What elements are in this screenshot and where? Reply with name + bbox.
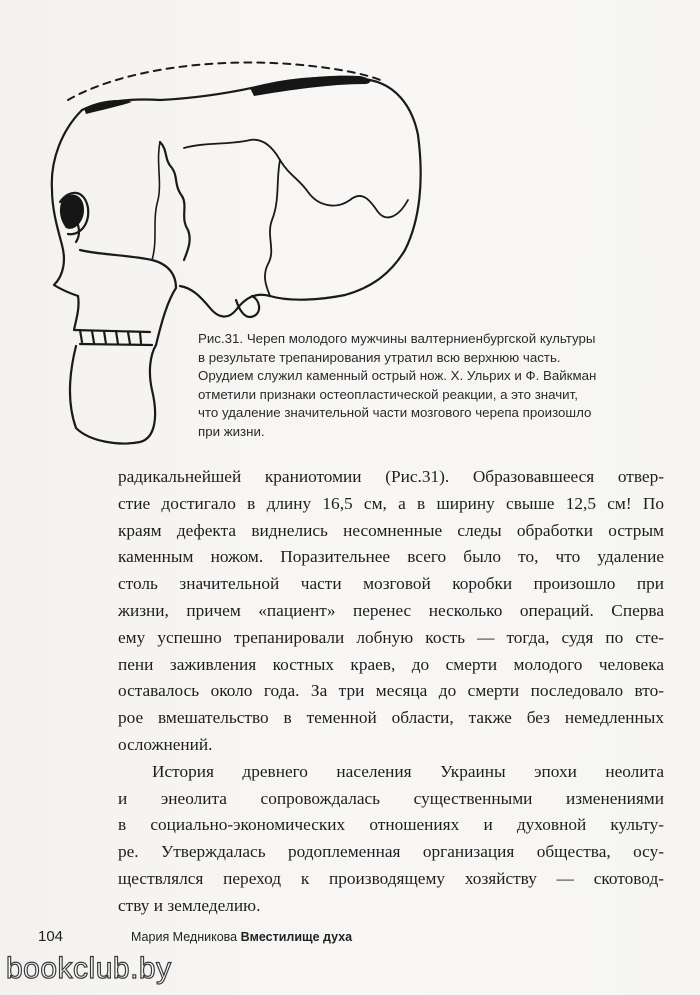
text-line: ществлялся переход к производящему хозяйству — скотовод- (118, 868, 664, 888)
text-line: в социально-экономических отношениях и духовной культу- (118, 815, 664, 835)
caption-line: в результате трепанирования утратил всю верхнюю часть. (198, 349, 561, 365)
page-number: 104 (38, 928, 64, 945)
text-line: оставалось около года. За три месяца до смерти последовало вто- (118, 681, 664, 701)
watermark: bookclub.by (6, 952, 172, 985)
body-text (118, 464, 664, 920)
footer-book-title: Вместилище духа (240, 930, 353, 944)
caption-line: Орудием служил каменный острый нож. Х. Ульрих и Ф. Вайкман (198, 368, 597, 384)
paragraph-1 (118, 464, 664, 759)
caption-line: Рис.31. Череп молодого мужчины валтерниенбургской культуры (198, 331, 596, 346)
text-line: жизни, причем «пациент» перенес несколько операций. Сперва (118, 600, 664, 620)
text-line: рое вмешательство в теменной области, также без немедленных (118, 708, 664, 728)
text-line: краям дефекта виднелись несомненные следы обработки острым (118, 520, 664, 540)
running-footer (131, 930, 352, 944)
text-line: каменным ножом. Поразительнее всего было то, что удаление (118, 547, 664, 567)
caption-line: при жизни. (198, 423, 265, 439)
text-line: стие достигало в длину 16,5 см, а в ширину свыше 12,5 см! По (118, 493, 664, 513)
paragraph-2 (118, 759, 664, 920)
text-line: радикальнейшей краниотомии (Рис.31). Образовавшееся отвер- (118, 467, 664, 486)
caption-line: отметили признаки остеопластической реакции, а это значит, (198, 386, 578, 402)
figure-caption (198, 330, 668, 442)
footer-author: Мария Медникова (131, 930, 238, 944)
text-line: ему успешно трепанировали лобную кость — тогда, судя по сте- (118, 627, 664, 647)
text-line: ре. Утверждалась родоплеменная организация общества, осу- (118, 842, 664, 862)
text-line: ству и земледелию. (118, 895, 261, 915)
caption-line: что удаление значительной части мозгового черепа произошло (198, 405, 592, 421)
text-line: История древнего населения Украины эпохи неолита (152, 761, 664, 781)
text-line: и энеолита сопровождалась существенными изменениями (118, 788, 664, 808)
text-line: осложнений. (118, 734, 213, 754)
text-line: пени заживления костных краев, до смерти молодого человека (118, 654, 664, 674)
text-line: столь значительной части мозговой коробки произошло при (118, 574, 664, 594)
